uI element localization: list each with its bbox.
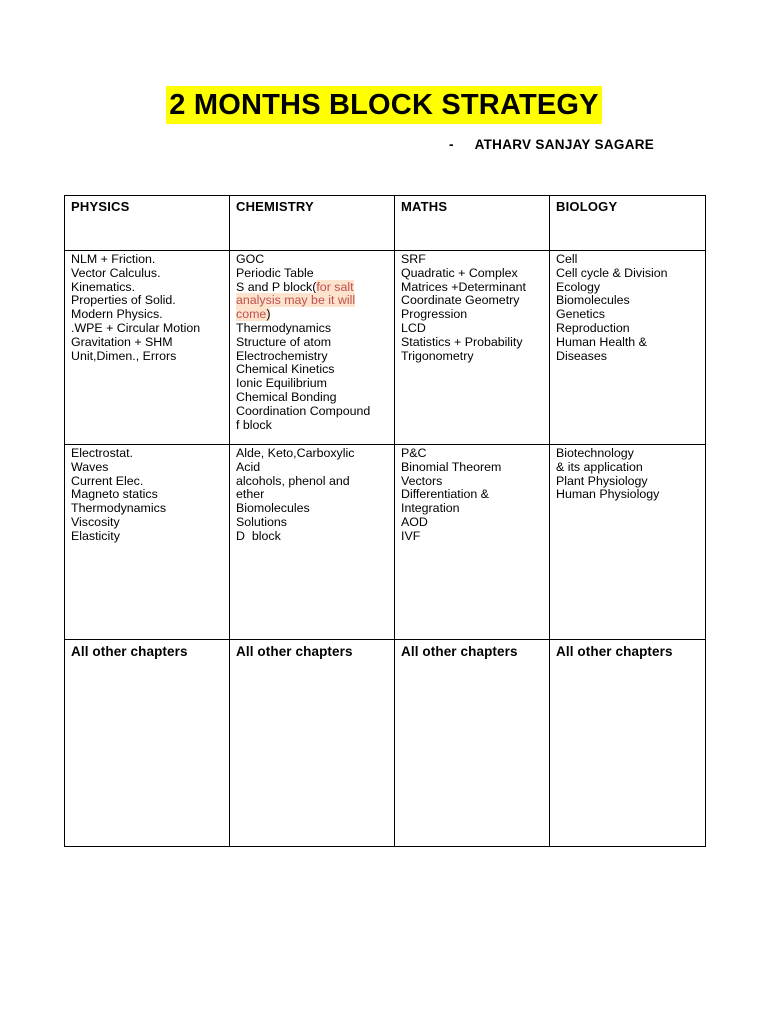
list-item: Diseases bbox=[556, 348, 607, 363]
block2-chemistry-cell bbox=[230, 445, 395, 640]
block1-biology-cell bbox=[550, 251, 706, 445]
list-item: Integration bbox=[401, 501, 460, 516]
list-item: Ionic Equilibrium bbox=[236, 376, 327, 391]
author-dash: - bbox=[449, 137, 454, 152]
list-item: AOD bbox=[401, 514, 428, 529]
list-item: alcohols, phenol and bbox=[236, 473, 350, 488]
list-item: Solutions bbox=[236, 514, 287, 529]
list-item: Human Health & bbox=[556, 334, 647, 349]
list-item: NLM + Friction. bbox=[71, 252, 156, 266]
list-item: GOC bbox=[236, 252, 265, 266]
block-2-row bbox=[65, 445, 706, 640]
list-item: Elasticity bbox=[71, 528, 120, 543]
author-name: ATHARV SANJAY SAGARE bbox=[474, 137, 655, 152]
salt-analysis-note: for salt analysis may be it will come bbox=[236, 279, 356, 322]
list-item: Modern Physics. bbox=[71, 307, 163, 322]
block-3-row bbox=[65, 640, 706, 847]
list-item: .WPE + Circular Motion bbox=[71, 320, 201, 335]
list-item: Differentiation & bbox=[401, 487, 489, 502]
list-item: Plant Physiology bbox=[556, 473, 648, 488]
list-item: Vector Calculus. bbox=[71, 265, 161, 280]
list-item: Thermodynamics bbox=[71, 501, 167, 516]
list-item: Matrices +Determinant bbox=[401, 279, 526, 294]
list-item: Waves bbox=[71, 459, 109, 474]
list-item: Electrostat. bbox=[71, 446, 133, 460]
block3-physics-cell: All other chapters bbox=[65, 640, 230, 847]
list-item: Quadratic + Complex bbox=[401, 265, 518, 280]
list-item: Biotechnology bbox=[556, 446, 634, 460]
list-item: Gravitation + SHM bbox=[71, 334, 173, 349]
list-item: Kinematics. bbox=[71, 279, 136, 294]
list-item: Cell cycle & Division bbox=[556, 265, 668, 280]
block1-physics-cell bbox=[65, 251, 230, 445]
list-item: ether bbox=[236, 487, 265, 502]
list-item: Genetics bbox=[556, 307, 605, 322]
list-item: Reproduction bbox=[556, 320, 630, 335]
list-item: Viscosity bbox=[71, 514, 120, 529]
s-and-p-block-item bbox=[236, 281, 389, 322]
list-item: Chemical Kinetics bbox=[236, 362, 335, 377]
list-item: P&C bbox=[401, 446, 427, 460]
list-item: Properties of Solid. bbox=[71, 293, 176, 308]
list-item: Periodic Table bbox=[236, 265, 314, 280]
list-item: Binomial Theorem bbox=[401, 459, 502, 474]
header-biology: BIOLOGY bbox=[550, 196, 706, 251]
block2-maths-cell bbox=[395, 445, 550, 640]
list-item: Electrochemistry bbox=[236, 348, 328, 363]
block3-chemistry-cell: All other chapters bbox=[230, 640, 395, 847]
list-item: SRF bbox=[401, 252, 426, 266]
list-item: Vectors bbox=[401, 473, 443, 488]
block3-biology-cell: All other chapters bbox=[550, 640, 706, 847]
list-item: Cell bbox=[556, 252, 578, 266]
list-item: Biomolecules bbox=[236, 501, 310, 516]
s-and-p-prefix: S and P block( bbox=[236, 279, 317, 294]
s-and-p-suffix: ) bbox=[266, 307, 271, 322]
list-item: Thermodynamics bbox=[236, 320, 332, 335]
list-item: Progression bbox=[401, 307, 468, 322]
strategy-table bbox=[64, 195, 706, 847]
list-item: f block bbox=[236, 417, 272, 432]
list-item: Chemical Bonding bbox=[236, 389, 337, 404]
list-item: Human Physiology bbox=[556, 487, 660, 502]
page-title: 2 MONTHS BLOCK STRATEGY bbox=[166, 86, 601, 124]
list-item: Acid bbox=[236, 459, 261, 474]
list-item: & its application bbox=[556, 459, 643, 474]
list-item: Current Elec. bbox=[71, 473, 144, 488]
list-item: Ecology bbox=[556, 279, 601, 294]
list-item: Coordination Compound bbox=[236, 403, 371, 418]
block2-physics-cell bbox=[65, 445, 230, 640]
author-line bbox=[449, 137, 654, 152]
header-physics: PHYSICS bbox=[65, 196, 230, 251]
title-wrap bbox=[0, 86, 768, 124]
list-item: Coordinate Geometry bbox=[401, 293, 520, 308]
block2-biology-cell bbox=[550, 445, 706, 640]
list-item: IVF bbox=[401, 528, 421, 543]
header-chemistry: CHEMISTRY bbox=[230, 196, 395, 251]
block1-chemistry-cell bbox=[230, 251, 395, 445]
block3-maths-cell: All other chapters bbox=[395, 640, 550, 847]
header-row bbox=[65, 196, 706, 251]
list-item: Magneto statics bbox=[71, 487, 158, 502]
list-item: D block bbox=[236, 528, 281, 543]
list-item: Alde, Keto,Carboxylic bbox=[236, 446, 355, 460]
block1-maths-cell bbox=[395, 251, 550, 445]
list-item: Statistics + Probability bbox=[401, 334, 523, 349]
list-item: Unit,Dimen., Errors bbox=[71, 348, 177, 363]
list-item: Trigonometry bbox=[401, 348, 474, 363]
block-1-row bbox=[65, 251, 706, 445]
list-item: LCD bbox=[401, 320, 426, 335]
list-item: Biomolecules bbox=[556, 293, 630, 308]
header-maths: MATHS bbox=[395, 196, 550, 251]
list-item: Structure of atom bbox=[236, 334, 332, 349]
